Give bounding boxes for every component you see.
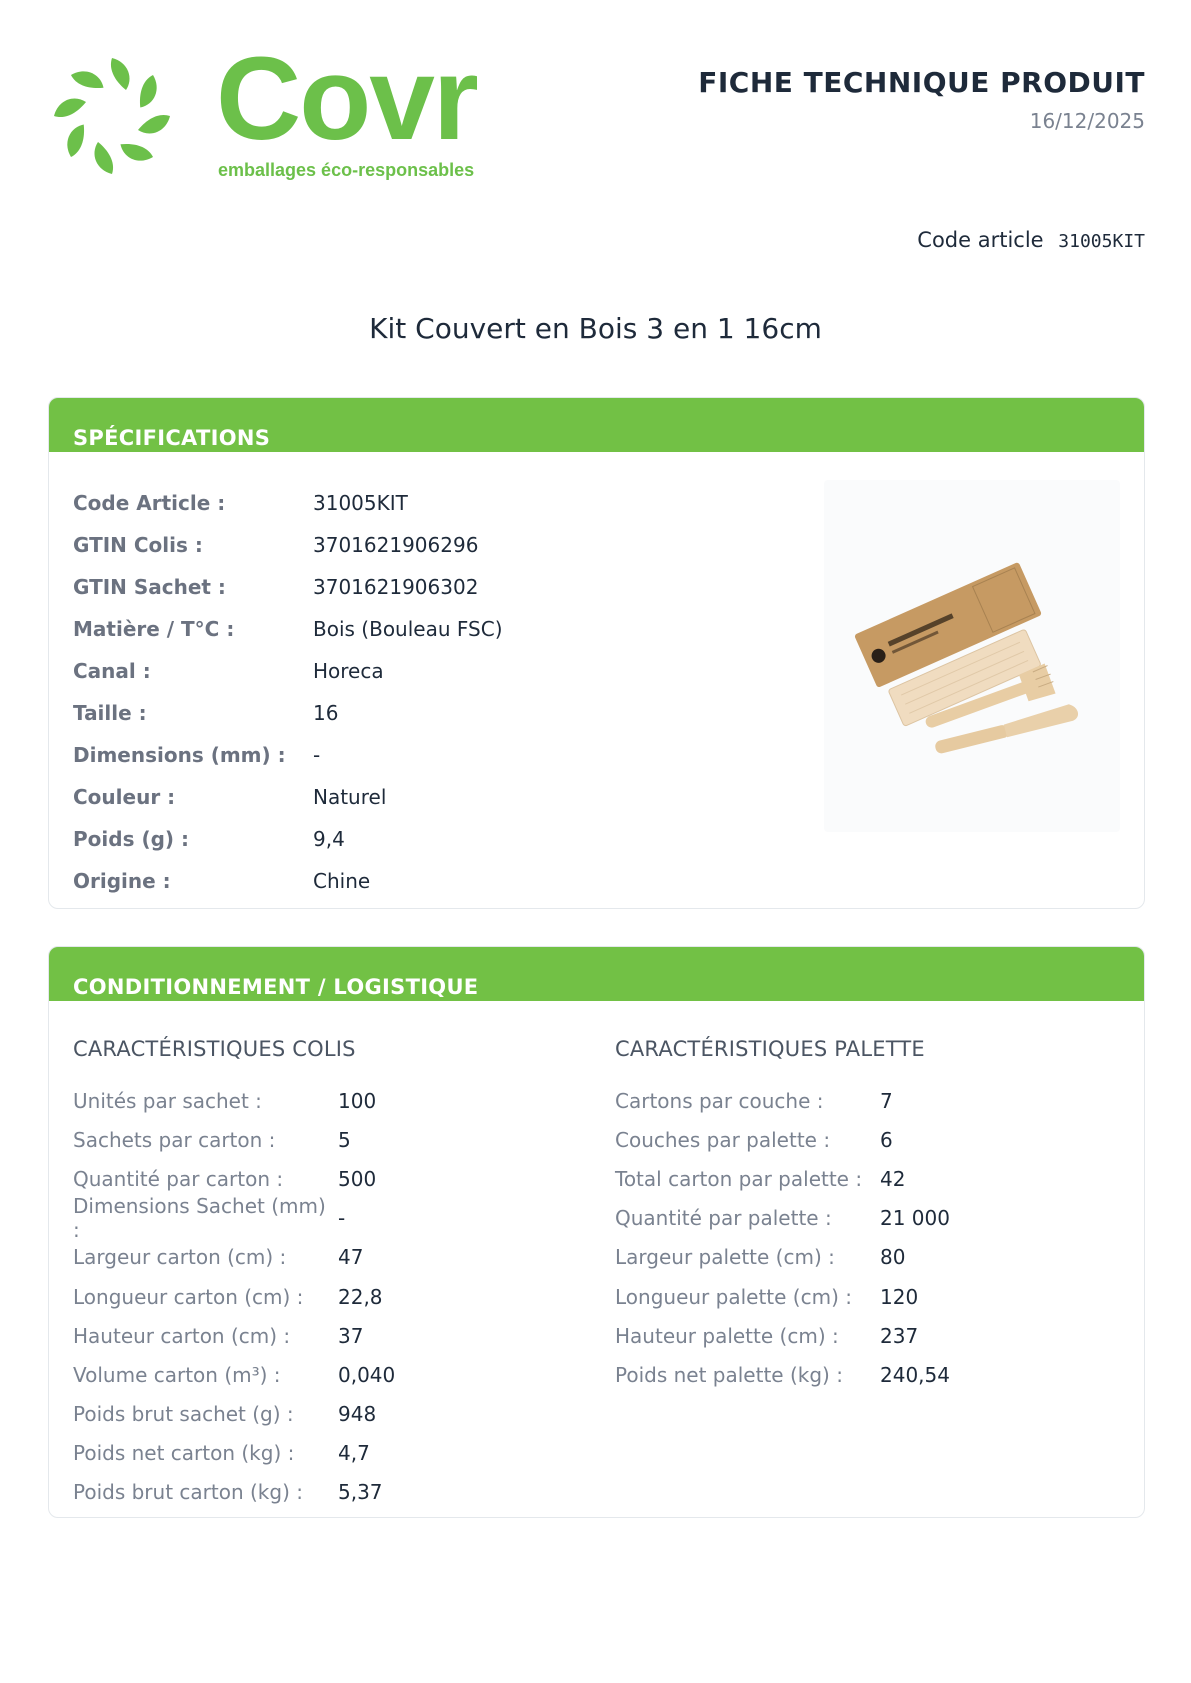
palette-label: Couches par palette : bbox=[615, 1127, 831, 1152]
article-code bbox=[917, 228, 1145, 252]
spec-label: GTIN Sachet : bbox=[73, 575, 226, 599]
product-image bbox=[824, 480, 1120, 832]
brand-logo bbox=[46, 33, 486, 186]
colis-row bbox=[73, 1159, 395, 1198]
spec-value: 31005KIT bbox=[313, 491, 408, 515]
specifications-heading: SPÉCIFICATIONS bbox=[73, 426, 271, 450]
palette-title: CARACTÉRISTIQUES PALETTE bbox=[615, 1037, 925, 1061]
colis-value: 5,37 bbox=[338, 1480, 383, 1505]
spec-row-canal bbox=[73, 650, 503, 692]
document-date: 16/12/2025 bbox=[1029, 109, 1145, 133]
colis-row bbox=[73, 1395, 395, 1434]
colis-value: 5 bbox=[338, 1127, 351, 1152]
palette-value: 6 bbox=[880, 1127, 893, 1152]
spec-label: Matière / T°C : bbox=[73, 617, 235, 641]
colis-label: Poids brut sachet (g) : bbox=[73, 1402, 294, 1427]
spec-value: Naturel bbox=[313, 785, 387, 809]
palette-column bbox=[615, 1037, 950, 1395]
colis-title: CARACTÉRISTIQUES COLIS bbox=[73, 1037, 356, 1061]
article-code-value: 31005KIT bbox=[1058, 231, 1145, 252]
spec-value: 16 bbox=[313, 701, 339, 725]
colis-label: Hauteur carton (cm) : bbox=[73, 1323, 291, 1348]
article-code-label: Code article bbox=[917, 228, 1044, 252]
colis-value: - bbox=[338, 1206, 346, 1231]
spec-value: Horeca bbox=[313, 659, 384, 683]
colis-row bbox=[73, 1355, 395, 1394]
spec-row-taille bbox=[73, 692, 503, 734]
logistics-card bbox=[48, 946, 1145, 1518]
spec-value: 9,4 bbox=[313, 827, 345, 851]
palette-label: Largeur palette (cm) : bbox=[615, 1245, 835, 1270]
document-header bbox=[698, 66, 1145, 133]
colis-row bbox=[73, 1120, 395, 1159]
palette-row bbox=[615, 1081, 950, 1120]
palette-value: 42 bbox=[880, 1166, 906, 1191]
palette-value: 80 bbox=[880, 1245, 906, 1270]
colis-row bbox=[73, 1316, 395, 1355]
specifications-header bbox=[49, 398, 1144, 452]
spec-row-code-article bbox=[73, 482, 503, 524]
palette-value: 237 bbox=[880, 1323, 919, 1348]
colis-label: Unités par sachet : bbox=[73, 1088, 262, 1113]
colis-value: 37 bbox=[338, 1323, 364, 1348]
spec-label: Origine : bbox=[73, 869, 171, 893]
palette-row bbox=[615, 1277, 950, 1316]
spec-row-matiere bbox=[73, 608, 503, 650]
spec-value: Chine bbox=[313, 869, 371, 893]
colis-label: Poids brut carton (kg) : bbox=[73, 1480, 303, 1505]
palette-value: 240,54 bbox=[880, 1362, 950, 1387]
colis-row bbox=[73, 1434, 395, 1473]
colis-row bbox=[73, 1081, 395, 1120]
colis-value: 47 bbox=[338, 1245, 364, 1270]
colis-value: 500 bbox=[338, 1166, 377, 1191]
spec-label: GTIN Colis : bbox=[73, 533, 203, 557]
colis-label: Poids net carton (kg) : bbox=[73, 1441, 295, 1466]
colis-row bbox=[73, 1238, 395, 1277]
palette-row bbox=[615, 1355, 950, 1394]
wooden-cutlery-kit-image-icon bbox=[824, 480, 1120, 832]
colis-value: 22,8 bbox=[338, 1284, 383, 1309]
spec-row-gtin-sachet bbox=[73, 566, 503, 608]
product-title: Kit Couvert en Bois 3 en 1 16cm bbox=[369, 312, 822, 345]
colis-label: Quantité par carton : bbox=[73, 1166, 284, 1191]
brand-tagline: emballages éco-responsables bbox=[218, 160, 475, 180]
spec-label: Taille : bbox=[73, 701, 147, 725]
palette-value: 120 bbox=[880, 1284, 919, 1309]
spec-value: Bois (Bouleau FSC) bbox=[313, 617, 503, 641]
spec-label: Poids (g) : bbox=[73, 827, 189, 851]
colis-label: Sachets par carton : bbox=[73, 1127, 276, 1152]
spec-label: Canal : bbox=[73, 659, 151, 683]
palette-row bbox=[615, 1238, 950, 1277]
spec-row-poids bbox=[73, 818, 503, 860]
colis-value: 4,7 bbox=[338, 1441, 370, 1466]
palette-row bbox=[615, 1159, 950, 1198]
spec-row-dimensions bbox=[73, 734, 503, 776]
colis-label: Longueur carton (cm) : bbox=[73, 1284, 304, 1309]
palette-row bbox=[615, 1316, 950, 1355]
spec-value: 3701621906296 bbox=[313, 533, 479, 557]
brand-name: Covr bbox=[216, 33, 477, 165]
palette-row bbox=[615, 1199, 950, 1238]
colis-label: Volume carton (m³) : bbox=[73, 1362, 281, 1387]
palette-label: Hauteur palette (cm) : bbox=[615, 1323, 839, 1348]
colis-value: 948 bbox=[338, 1402, 377, 1427]
spec-label: Dimensions (mm) : bbox=[73, 743, 286, 767]
leaf-ring-logo-icon bbox=[46, 50, 178, 182]
spec-label: Code Article : bbox=[73, 491, 226, 515]
spec-label: Couleur : bbox=[73, 785, 176, 809]
spec-value: - bbox=[313, 743, 321, 767]
colis-row bbox=[73, 1277, 395, 1316]
spec-row-gtin-colis bbox=[73, 524, 503, 566]
palette-label: Quantité par palette : bbox=[615, 1206, 832, 1231]
colis-row bbox=[73, 1473, 395, 1512]
spec-row-origine bbox=[73, 860, 503, 902]
colis-value: 100 bbox=[338, 1088, 377, 1113]
palette-row bbox=[615, 1120, 950, 1159]
colis-label: Dimensions Sachet (mm) : bbox=[73, 1194, 326, 1243]
palette-label: Total carton par palette : bbox=[615, 1166, 863, 1191]
colis-row bbox=[73, 1194, 395, 1243]
spec-value: 3701621906302 bbox=[313, 575, 479, 599]
spec-row-couleur bbox=[73, 776, 503, 818]
colis-label: Largeur carton (cm) : bbox=[73, 1245, 287, 1270]
colis-column bbox=[73, 1037, 395, 1512]
logistics-header bbox=[49, 947, 1144, 1001]
palette-label: Cartons par couche : bbox=[615, 1088, 824, 1113]
document-title: FICHE TECHNIQUE PRODUIT bbox=[698, 66, 1145, 99]
palette-value: 21 000 bbox=[880, 1206, 950, 1231]
colis-value: 0,040 bbox=[338, 1362, 396, 1387]
palette-value: 7 bbox=[880, 1088, 893, 1113]
palette-label: Poids net palette (kg) : bbox=[615, 1362, 843, 1387]
specifications-list bbox=[73, 482, 503, 902]
palette-label: Longueur palette (cm) : bbox=[615, 1284, 852, 1309]
logistics-heading: CONDITIONNEMENT / LOGISTIQUE bbox=[73, 975, 479, 999]
specifications-card bbox=[48, 397, 1145, 909]
